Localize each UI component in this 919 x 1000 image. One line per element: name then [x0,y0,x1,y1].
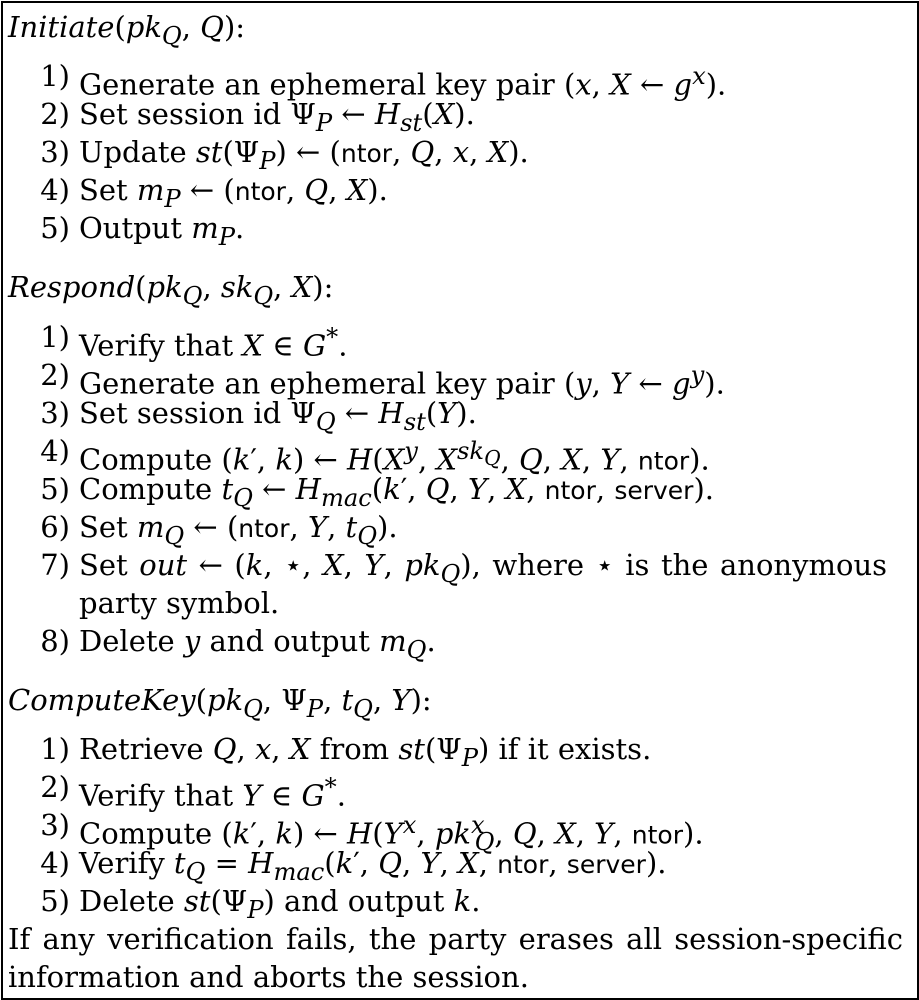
footer-line: If any verification fails, the party erases all session-specific [8,922,903,956]
section-heading: $ComputeKey(pk_Q$, $\Psi_P$, $t_Q$, Y): [8,683,432,723]
footer-line: information and aborts the session. [8,960,529,994]
protocol-listing: $Initiate(pk_Q$, Q): 1) Generate an ephemeral key pair (x, X ← $g^x$). 2) Set session id $\Psi_P$ ← $H_{st}(X)$. 3) Update $st(\Psi_P)$ ← (ntor, Q, x, X). 4) Set $m_P$ ← (ntor, Q, X). 5) Output $m_P$. $Respond(pk_Q$, $sk_Q$, X): 1) Verify that X ∈ G*. 2) Generate an ephemeral key pair (y, Y ← $g^y$). 3) Set session id $\Psi_Q$ ← $H_{st}(Y)$. 4) Compute (k′, k) ← $H(X^y$, $X^{sk_Q}$, Q, X, Y, ntor). 5) Compute $t_Q$ ← $H_{mac}(k'$, Q, Y, X, ntor, server). 6) Set $m_Q$ ← (ntor, Y, $t_Q$). 7) Set out ← (k, ⋆, X, Y, $pk_Q$), where ⋆ is the anonymous party symbol. 8) Delete y and output $m_Q$. $ComputeKey(pk_Q$, $\Psi_P$, $t_Q$, Y): 1) Retrieve Q, x, X from $st(\Psi_P)$ if it exists. 2) Verify that Y ∈ G*. 3) Compute (k′, k) ← $H(Y^x$, $pk^x_Q$, Q, X, Y, ntor). 4) Verify $t_Q = H_{mac}(k'$, Q, Y, X, ntor, server). 5) Delete $st(\Psi_P)$ and output k. If any verification fails, the party erases all session-specific information and aborts the session. [8,10,903,994]
section-heading: $Initiate(pk_Q$, Q): [8,10,246,50]
section-heading: $Respond(pk_Q$, $sk_Q$, X): [8,270,334,310]
